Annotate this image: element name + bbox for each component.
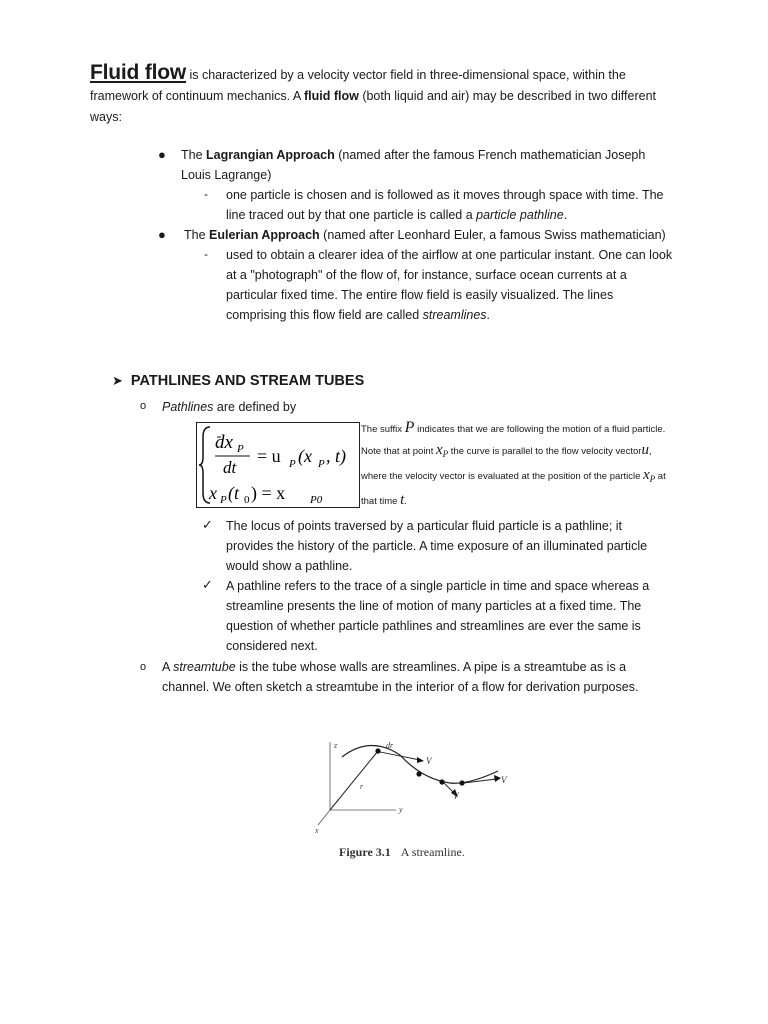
- eulerian-detail-text: used to obtain a clearer idea of the airflow at one particular instant. One can look at a "photograph" of the flow of, for instance, surface ocean currents at a particular fixed time. The entire flow field is easily visualized. The lines comprising this flow field are called: [226, 248, 673, 322]
- differential-label: dr: [386, 741, 394, 750]
- check-item-2: A pathline refers to the trace of a single particle in time and space whereas a streamline presents the line of motion of many particles at a fixed time. The question of whether particle pathlines and streamlines are ever the same is considered next.: [226, 579, 650, 653]
- document-title: Fluid flow: [90, 61, 186, 84]
- eulerian-suffix: , a famous Swiss mathematician): [482, 228, 666, 242]
- note-text-5: at that time: [361, 470, 666, 507]
- equation-box: [196, 422, 360, 508]
- note-sym-p: P: [404, 419, 415, 436]
- eq-xp: (x: [298, 446, 312, 466]
- checkmark-icon: ✓: [202, 517, 213, 532]
- streamtube-paragraph: [162, 657, 662, 697]
- eq-xp-sub: P: [318, 458, 325, 470]
- velocity-label-3: V: [501, 775, 507, 785]
- eq-p0-sub: P0: [310, 494, 323, 506]
- note-sym-x: x: [436, 442, 443, 458]
- particle-point: [375, 748, 380, 753]
- dash-marker: -: [204, 247, 208, 261]
- eq-dx: dx: [215, 432, 233, 453]
- eulerian-detail: [226, 245, 674, 325]
- eq-u-sub: P: [289, 458, 296, 470]
- section-heading: [112, 373, 364, 389]
- dash-marker: -: [204, 187, 208, 201]
- note-text-2: indicates that we are following the motion of a fluid particle. Note that at point: [361, 424, 666, 457]
- circle-bullet: o: [140, 661, 147, 673]
- note-text-4: , where the velocity vector is evaluated at the position of the particle: [361, 446, 652, 482]
- x-axis: [318, 810, 330, 825]
- figure-label: Figure 3.1: [339, 845, 391, 859]
- particle-point: [416, 771, 421, 776]
- position-vector-r: [330, 751, 378, 810]
- lagrangian-prefix: The: [181, 148, 207, 162]
- axis-label-x: x: [315, 826, 319, 835]
- eulerian-detail-end: .: [486, 308, 491, 322]
- eq-t: , t): [326, 446, 346, 466]
- eq-x2-sub: P: [220, 494, 227, 506]
- lagrangian-detail-text: one particle is chosen and is followed as it moves through space with time. The line traced out by that one particle is called a: [226, 188, 664, 222]
- lagrangian-detail-end: .: [563, 208, 568, 222]
- eq-t0-sub: 0: [244, 494, 250, 506]
- lagrange-name: Joseph Louis Lagrange: [181, 148, 646, 182]
- velocity-label-2: V: [453, 791, 459, 801]
- pathlines-em: Pathlines: [162, 400, 214, 414]
- axis-label-y: y: [399, 805, 403, 814]
- eulerian-detail-em: streamlines: [422, 308, 487, 322]
- velocity-vector: [380, 752, 420, 760]
- lagrangian-detail-em: particle pathline: [476, 208, 564, 222]
- streamline-figure: [310, 735, 520, 840]
- intro-bold-term: fluid flow: [303, 89, 359, 103]
- eq-equals-x: ) = x: [251, 483, 286, 503]
- note-text-1: The suffix: [361, 424, 405, 435]
- euler-name: Leonhard Euler: [397, 228, 483, 242]
- note-sym-t: t: [400, 491, 405, 508]
- pathlines-rest: are defined by: [213, 400, 297, 414]
- eulerian-prefix: The: [184, 228, 210, 242]
- check-item-1: The locus of points traversed by a particular fluid particle is a pathline; it provides the history of the particle. A time exposure of an illuminated particle would show a pathline.: [226, 519, 648, 573]
- arrow-bullet-icon: ➤: [112, 373, 123, 388]
- circle-bullet: o: [140, 400, 147, 412]
- particle-point: [439, 779, 444, 784]
- arrowhead-icon: [494, 775, 501, 782]
- eq-dx-sub: P: [237, 443, 244, 455]
- equation-note: [361, 417, 671, 512]
- streamline-curve: [342, 745, 498, 783]
- streamtube-prefix: A: [162, 660, 174, 674]
- eulerian-named-after: (named after: [319, 228, 398, 242]
- axis-label-z: z: [334, 741, 338, 750]
- eq-t0: (t: [228, 483, 239, 503]
- intro-paragraph: [90, 62, 680, 128]
- lagrangian-detail: [226, 185, 674, 225]
- eulerian-name: Eulerian Approach: [209, 228, 320, 242]
- vector-label-r: r: [360, 782, 364, 791]
- equation-graphic: [197, 423, 359, 507]
- pathlines-intro: [162, 397, 296, 417]
- intro-text-2: (both liquid and air) may be described in two different ways:: [90, 89, 656, 124]
- eq-x2: x: [209, 483, 217, 503]
- figure-caption-text: A streamline.: [400, 845, 465, 859]
- streamtube-rest: is the tube whose walls are streamlines. A pipe is a streamtube as is a channel. We often sketch a streamtube in the interior of a flow for derivation purposes.: [162, 660, 639, 694]
- bullet-dot: ●: [158, 227, 166, 242]
- arrowhead-icon: [417, 757, 424, 763]
- note-text-3: the curve is parallel to the flow velocity vector: [448, 446, 642, 457]
- streamtube-em: streamtube: [173, 660, 236, 674]
- figure-caption: [339, 845, 465, 860]
- section-heading-text: PATHLINES AND STREAM TUBES: [130, 373, 365, 389]
- particle-point: [459, 780, 464, 785]
- lagrangian-named-after: (named after the famous French mathematician: [334, 148, 605, 162]
- note-sym-u: u: [641, 442, 649, 458]
- note-sym-x2: x: [643, 466, 650, 483]
- lagrangian-item: [181, 145, 676, 185]
- checkmark-icon: ✓: [202, 577, 213, 592]
- note-sym-x-sub: P: [442, 448, 449, 459]
- note-text-6: .: [404, 495, 407, 507]
- note-sym-x2-sub: P: [649, 473, 656, 484]
- eq-dt: dt: [223, 458, 237, 477]
- bullet-dot: ●: [158, 147, 166, 162]
- eq-u: = u: [257, 446, 281, 466]
- intro-text-1: is characterized by a velocity vector field in three-dimensional space, within the framework of continuum mechanics. A: [90, 68, 626, 103]
- lagrangian-suffix: ): [267, 168, 272, 182]
- lagrangian-name: Lagrangian Approach: [206, 148, 335, 162]
- eulerian-item: [184, 225, 679, 245]
- velocity-label-1: V: [426, 756, 432, 766]
